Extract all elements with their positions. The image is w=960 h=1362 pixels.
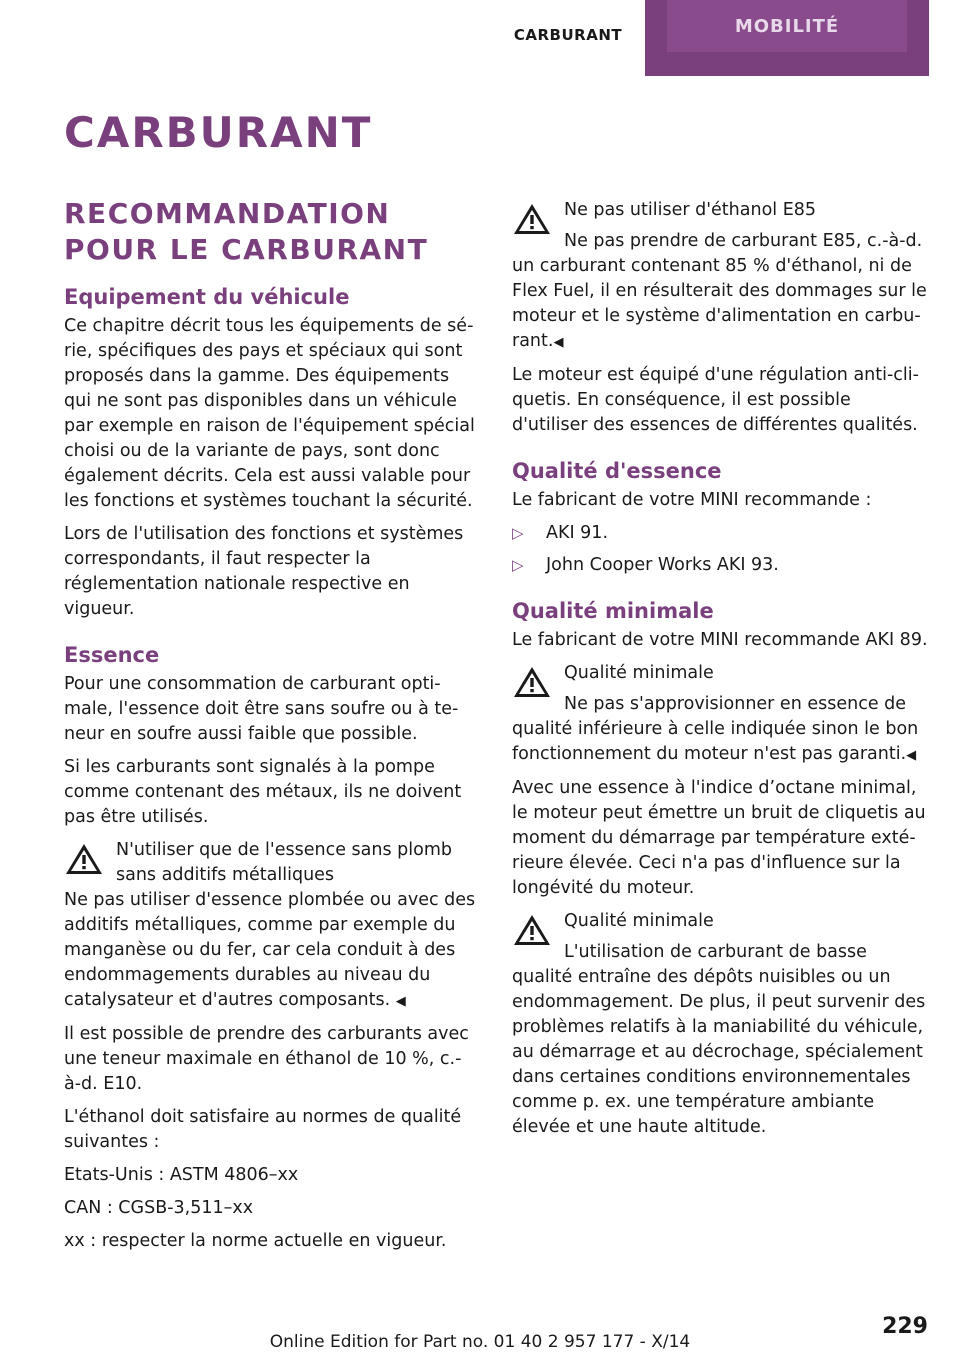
end-mark-icon: ◀ <box>906 748 917 763</box>
warning-unleaded-title: N'utiliser que de l'essence sans plomb sans additifs métalliques <box>116 840 452 885</box>
warning-unleaded-text: Ne pas utiliser d'essence plombée ou avec des additifs métalliques, comme par exemple du manganèse ou du fer, car cela conduit à des endommagements durables au niveau du catalysateur et d'autres composants. <box>64 890 476 1010</box>
norm-xx: xx : respecter la norme actuelle en vigueur. <box>64 1231 447 1251</box>
warning-e85 <box>512 198 930 355</box>
warning-min-quality <box>512 661 930 768</box>
header-chapter-tab <box>645 0 929 76</box>
paragraph-equipement-1: Ce chapitre décrit tous les équipements de série, spécifiques des pays et spéciaux qui sont proposés dans la gamme. Des équipements qui ne sont pas disponibles dans un véhicule par exemple en raison de l'équipement spécial choisi ou de la variante de pays, sont donc également décrits. Cela est aussi valable pour les fonctions et systèmes touchant la sécurité. <box>64 316 475 511</box>
subheading-qualite-essence: Qualité d'essence <box>512 459 722 483</box>
norm-can: CAN : CGSB-3,511–xx <box>64 1198 254 1218</box>
subheading-equipement: Equipement du véhicule <box>64 285 350 309</box>
list-item <box>512 553 930 578</box>
warning-e85-title: Ne pas utiliser d'éthanol E85 <box>564 200 817 220</box>
warning-triangle-icon <box>512 202 552 236</box>
list-item <box>512 521 930 546</box>
bullet-list <box>512 521 930 578</box>
warning-e85-body <box>512 229 930 355</box>
right-column <box>512 196 930 1148</box>
paragraph-equipement-2: Lors de l'utilisation des fonctions et systèmes correspondants, il faut respecter la réglementation nationale respective en vigueur. <box>64 524 464 619</box>
list-item-text: AKI 91. <box>546 523 609 543</box>
warning-triangle-icon <box>64 842 104 876</box>
warning-min-quality-title: Qualité minimale <box>564 663 714 683</box>
paragraph-qualite-essence: Le fabricant de votre MINI recommande : <box>512 490 872 510</box>
paragraph-antiknock: Le moteur est équipé d'une régulation anti-cliquetis. En conséquence, il est possible d'utiliser des essences de différentes qualités. <box>512 365 919 435</box>
warning-unleaded-body <box>64 888 478 1014</box>
paragraph-octane: Avec une essence à l'indice d’octane minimal, le moteur peut émettre un bruit de cliquetis au moment du démarrage par température extérieure élevée. Ceci n'a pas d'influence sur la longévité du moteur. <box>512 778 926 898</box>
left-column <box>64 196 478 1262</box>
header-chapter-label: MOBILITÉ <box>734 15 840 37</box>
list-item-text: John Cooper Works AKI 93. <box>546 555 779 575</box>
paragraph-qualite-minimale: Le fabricant de votre MINI recommande AKI 89. <box>512 630 928 650</box>
subheading-qualite-minimale: Qualité minimale <box>512 599 714 623</box>
paragraph-norms: L'éthanol doit satisfaire au normes de qualité suivantes : <box>64 1107 462 1152</box>
warning-low-quality <box>512 909 930 1140</box>
page-number: 229 <box>882 1314 928 1339</box>
subheading-essence: Essence <box>64 643 160 667</box>
header-chapter-inner <box>667 0 907 60</box>
triangle-right-bullet-icon: ▷ <box>512 556 524 574</box>
end-mark-icon: ◀ <box>553 335 564 350</box>
warning-low-quality-body <box>512 940 930 1140</box>
footer-edition: Online Edition for Part no. 01 40 2 957 177 - X/14 <box>269 1332 691 1352</box>
paragraph-ethanol: Il est possible de prendre des carburants avec une teneur maximale en éthanol de 10 %, c.-à-d. E10. <box>64 1024 469 1094</box>
warning-unleaded <box>64 838 478 1014</box>
page-title: CARBURANT <box>64 108 373 157</box>
paragraph-essence-2: Si les carburants sont signalés à la pompe comme contenant des métaux, ils ne doivent pas être utilisés. <box>64 757 462 827</box>
triangle-right-bullet-icon: ▷ <box>512 524 524 542</box>
paragraph-essence-1: Pour une consommation de carburant optimale, l'essence doit être sans soufre ou à teneur en soufre aussi faible que possible. <box>64 674 459 744</box>
warning-min-quality-text: Ne pas s'approvisionner en essence de qualité inférieure à celle indiquée sinon le bon fonctionnement du moteur n'est pas garanti. <box>512 694 919 764</box>
warning-e85-text: Ne pas prendre de carburant E85, c.-à-d. un carburant contenant 85 % d'éthanol, ni de Flex Fuel, il en résulterait des dommages sur le moteur et le système d'alimentation en carburant. <box>512 231 927 351</box>
header-section-tab <box>492 0 644 76</box>
warning-low-quality-title: Qualité minimale <box>564 911 714 931</box>
warning-min-quality-body <box>512 692 930 768</box>
warning-low-quality-text: L'utilisation de carburant de basse qualité entraîne des dépôts nuisibles ou un endommagement. De plus, il peut survenir des problèmes relatifs à la maniabilité du véhicule, au démarrage et au décrochage, spécialement dans certaines conditions environnementales comme p. ex. une température ambiante élevée et une haute altitude. <box>512 942 926 1137</box>
norm-us: Etats-Unis : ASTM 4806–xx <box>64 1165 299 1185</box>
section-heading: RECOMMANDATION POUR LE CARBURANT <box>64 197 429 266</box>
header-section-label: CARBURANT <box>513 26 623 44</box>
warning-triangle-icon <box>512 913 552 947</box>
warning-triangle-icon <box>512 665 552 699</box>
end-mark-icon: ◀ <box>395 994 406 1009</box>
